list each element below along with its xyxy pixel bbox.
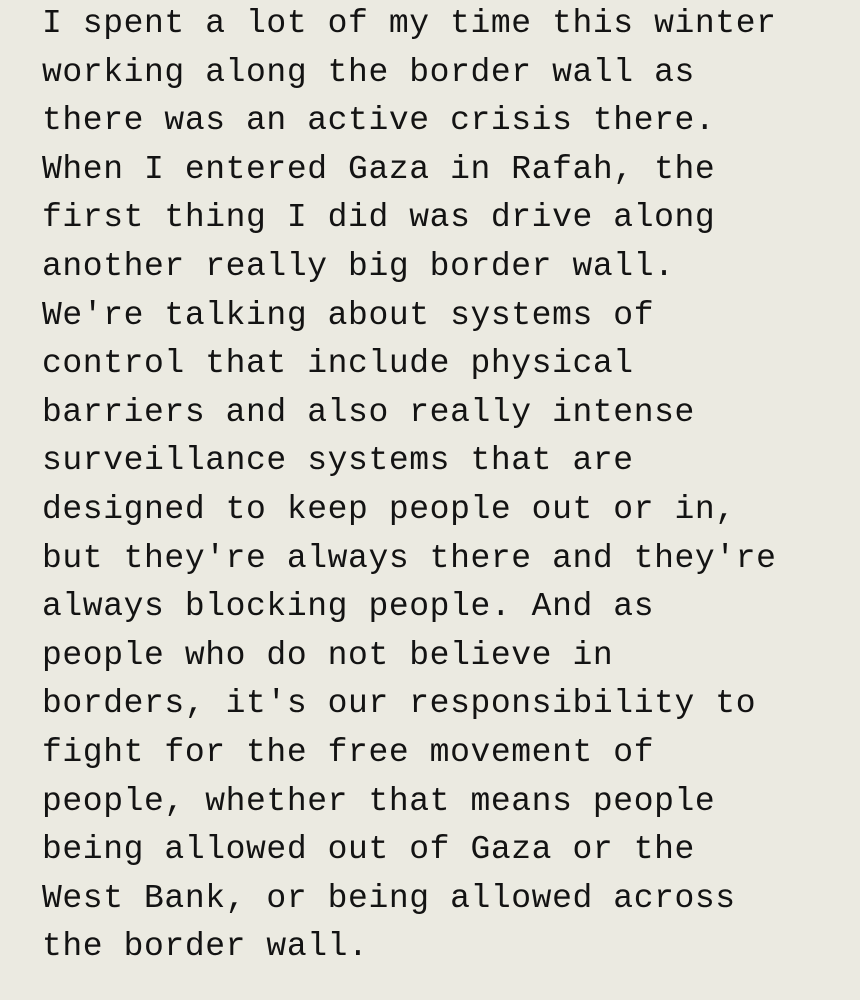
- body-text: [42, 0, 860, 972]
- text-line: people, whether that means people: [42, 782, 716, 820]
- text-line: I spent a lot of my time this winter: [42, 5, 777, 42]
- text-line: West Bank, or being allowed across: [42, 879, 736, 917]
- text-line: the border wall.: [42, 928, 369, 966]
- text-line: there was an active crisis there.: [42, 102, 716, 140]
- text-line: We're talking about systems of: [42, 296, 655, 334]
- text-line: When I entered Gaza in Rafah, the: [42, 150, 716, 188]
- text-line: another really big border wall.: [42, 247, 675, 285]
- text-line: first thing I did was drive along: [42, 199, 716, 237]
- text-line: people who do not believe in: [42, 636, 614, 674]
- text-line: designed to keep people out or in,: [42, 490, 736, 528]
- text-line: being allowed out of Gaza or the: [42, 831, 695, 869]
- text-line: working along the border wall as: [42, 53, 695, 91]
- text-line: but they're always there and they're: [42, 539, 777, 577]
- text-line: always blocking people. And as: [42, 588, 655, 626]
- text-line: surveillance systems that are: [42, 442, 634, 480]
- text-line: barriers and also really intense: [42, 393, 695, 431]
- text-line: borders, it's our responsibility to: [42, 685, 757, 723]
- text-line: fight for the free movement of: [42, 733, 655, 771]
- text-line: control that include physical: [42, 345, 634, 383]
